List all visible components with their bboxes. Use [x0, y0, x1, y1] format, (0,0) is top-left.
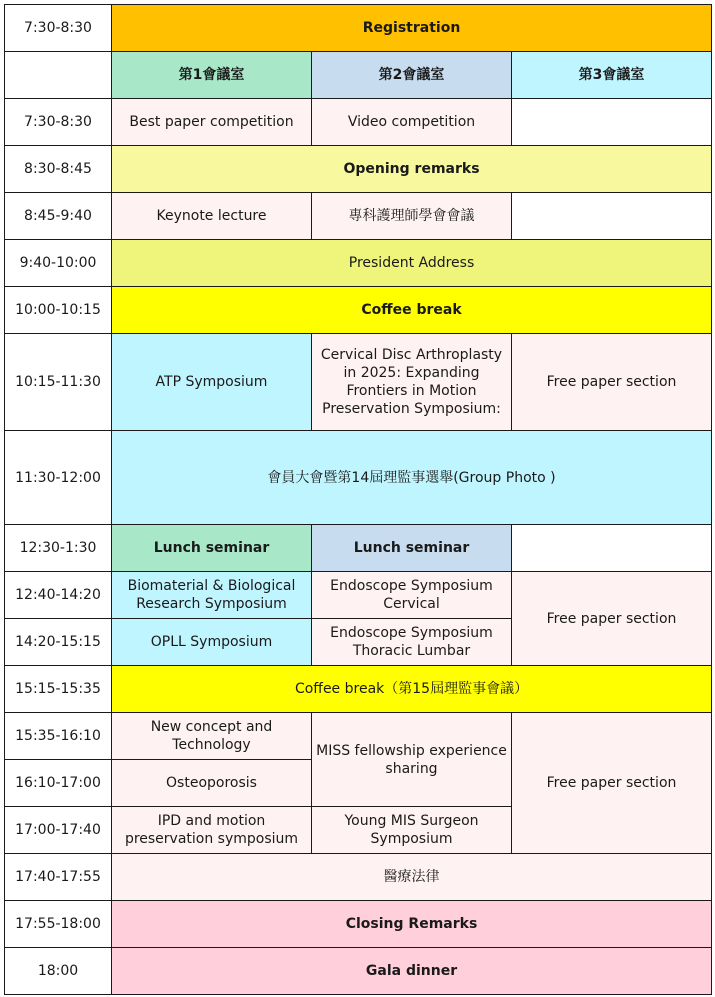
row-assembly	[5, 431, 712, 525]
row-symposia1	[5, 334, 712, 431]
time-cell: 16:10-17:00	[5, 760, 112, 807]
osteoporosis-cell: Osteoporosis	[112, 760, 312, 807]
keynote-cell: Keynote lecture	[112, 193, 312, 240]
row-bio	[5, 572, 712, 619]
lunch-seminar-cell: Lunch seminar	[112, 525, 312, 572]
header-room1: 第1會議室	[112, 52, 312, 99]
header-room2: 第2會議室	[312, 52, 512, 99]
row-coffee2	[5, 666, 712, 713]
biomaterial-cell: Biomaterial & Biological Research Symposium	[112, 572, 312, 619]
row-lunch	[5, 525, 712, 572]
empty-cell	[512, 99, 712, 146]
time-cell: 9:40-10:00	[5, 240, 112, 287]
time-cell: 10:15-11:30	[5, 334, 112, 431]
free-paper-cell: Free paper section	[512, 572, 712, 666]
coffee-break-meeting-cell: Coffee break（第15屆理監事會議）	[112, 666, 712, 713]
time-cell-empty	[5, 52, 112, 99]
free-paper-cell: Free paper section	[512, 713, 712, 854]
best-paper-cell: Best paper competition	[112, 99, 312, 146]
cervical-disc-cell: Cervical Disc Arthroplasty in 2025: Expanding Frontiers in Motion Preservation Symposium:	[312, 334, 512, 431]
miss-fellowship-cell: MISS fellowship experience sharing	[312, 713, 512, 807]
atp-symposium-cell: ATP Symposium	[112, 334, 312, 431]
row-law	[5, 854, 712, 901]
time-cell: 11:30-12:00	[5, 431, 112, 525]
president-address-cell: President Address	[112, 240, 712, 287]
opll-symposium-cell: OPLL Symposium	[112, 619, 312, 666]
lunch-seminar-cell: Lunch seminar	[312, 525, 512, 572]
np-meeting-cell: 專科護理師學會會議	[312, 193, 512, 240]
time-cell: 8:30-8:45	[5, 146, 112, 193]
row-competition	[5, 99, 712, 146]
registration-cell: Registration	[112, 5, 712, 52]
time-cell: 18:00	[5, 948, 112, 995]
young-mis-cell: Young MIS Surgeon Symposium	[312, 807, 512, 854]
row-gala	[5, 948, 712, 995]
row-closing	[5, 901, 712, 948]
time-cell: 17:55-18:00	[5, 901, 112, 948]
row-room-headers	[5, 52, 712, 99]
time-cell: 17:00-17:40	[5, 807, 112, 854]
closing-remarks-cell: Closing Remarks	[112, 901, 712, 948]
time-cell: 7:30-8:30	[5, 5, 112, 52]
header-room3: 第3會議室	[512, 52, 712, 99]
time-cell: 17:40-17:55	[5, 854, 112, 901]
video-competition-cell: Video competition	[312, 99, 512, 146]
time-cell: 15:35-16:10	[5, 713, 112, 760]
time-cell: 8:45-9:40	[5, 193, 112, 240]
row-registration	[5, 5, 712, 52]
row-keynote	[5, 193, 712, 240]
schedule-table	[4, 4, 712, 995]
row-newconcept	[5, 713, 712, 760]
coffee-break-cell: Coffee break	[112, 287, 712, 334]
opening-remarks-cell: Opening remarks	[112, 146, 712, 193]
medical-law-cell: 醫療法律	[112, 854, 712, 901]
ipd-symposium-cell: IPD and motion preservation symposium	[112, 807, 312, 854]
endoscope-thoracic-cell: Endoscope Symposium Thoracic Lumbar	[312, 619, 512, 666]
time-cell: 14:20-15:15	[5, 619, 112, 666]
time-cell: 12:40-14:20	[5, 572, 112, 619]
time-cell: 10:00-10:15	[5, 287, 112, 334]
general-assembly-cell: 會員大會暨第14屆理監事選舉(Group Photo )	[112, 431, 712, 525]
empty-cell	[512, 525, 712, 572]
row-opening	[5, 146, 712, 193]
time-cell: 15:15-15:35	[5, 666, 112, 713]
row-president	[5, 240, 712, 287]
time-cell: 12:30-1:30	[5, 525, 112, 572]
free-paper-cell: Free paper section	[512, 334, 712, 431]
time-cell: 7:30-8:30	[5, 99, 112, 146]
new-concept-cell: New concept and Technology	[112, 713, 312, 760]
gala-dinner-cell: Gala dinner	[112, 948, 712, 995]
empty-cell	[512, 193, 712, 240]
row-coffee1	[5, 287, 712, 334]
endoscope-cervical-cell: Endoscope Symposium Cervical	[312, 572, 512, 619]
